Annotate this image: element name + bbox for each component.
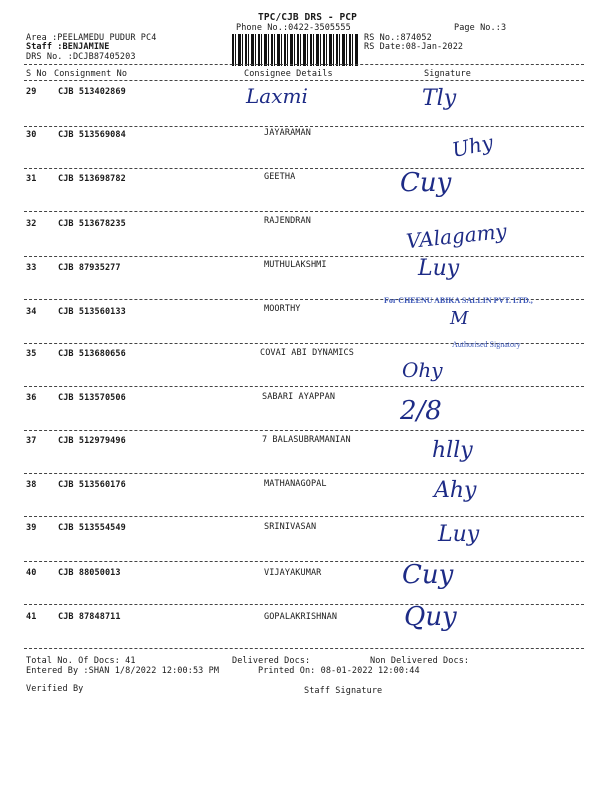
row-consignment: CJB 513402869 bbox=[58, 87, 126, 97]
row-consignment: CJB 513560133 bbox=[58, 307, 126, 317]
row-divider bbox=[24, 604, 584, 605]
stamp-authorised: Authorised Signatory bbox=[452, 340, 521, 349]
row-divider bbox=[24, 516, 584, 517]
rs-date: RS Date:08-Jan-2022 bbox=[364, 42, 464, 52]
row-divider bbox=[24, 430, 584, 431]
row-consignment: CJB 513569084 bbox=[58, 130, 126, 140]
row-consignment: CJB 513680656 bbox=[58, 349, 126, 359]
row-consignee: MOORTHY bbox=[264, 304, 301, 314]
signature-mark: 2/8 bbox=[400, 396, 442, 426]
row-consignee: GOPALAKRISHNAN bbox=[264, 612, 338, 622]
entered-by: Entered By :SHAN 1/8/2022 12:00:53 PM bbox=[26, 666, 220, 676]
signature-mark: Luy bbox=[438, 522, 480, 547]
phone-number: Phone No.:0422-3505555 bbox=[236, 23, 351, 33]
signature-mark: Ohy bbox=[402, 358, 443, 382]
non-delivered-docs: Non Delivered Docs: bbox=[370, 656, 470, 666]
row-consignee: MUTHULAKSHMI bbox=[264, 260, 327, 270]
row-consignee: MATHANAGOPAL bbox=[264, 479, 327, 489]
row-consignment: CJB 513554549 bbox=[58, 523, 126, 533]
row-sno: 33 bbox=[26, 263, 37, 273]
row-divider bbox=[24, 168, 584, 169]
row-consignee-handwritten: Laxmi bbox=[246, 84, 308, 108]
row-consignment: CJB 513698782 bbox=[58, 174, 126, 184]
row-sno: 41 bbox=[26, 612, 37, 622]
printed-on: Printed On: 08-01-2022 12:00:44 bbox=[258, 666, 420, 676]
signature-mark: Ahy bbox=[434, 478, 477, 503]
row-sno: 36 bbox=[26, 393, 37, 403]
row-divider bbox=[24, 473, 584, 474]
row-consignment: CJB 88050013 bbox=[58, 568, 121, 578]
row-divider bbox=[24, 386, 584, 387]
signature-mark: Cuy bbox=[400, 168, 452, 198]
signature-mark: Luy bbox=[418, 256, 460, 281]
col-header-sno: S No bbox=[26, 69, 47, 79]
row-sno: 35 bbox=[26, 349, 37, 359]
row-consignment: CJB 513678235 bbox=[58, 219, 126, 229]
col-header-consignee: Consignee Details bbox=[244, 69, 333, 79]
col-header-consignment: Consignment No bbox=[54, 69, 128, 79]
row-consignment: CJB 512979496 bbox=[58, 436, 126, 446]
header-divider-top bbox=[24, 64, 584, 65]
row-sno: 40 bbox=[26, 568, 37, 578]
verified-by: Verified By bbox=[26, 684, 84, 694]
row-consignee: VIJAYAKUMAR bbox=[264, 568, 322, 578]
row-consignment: CJB 513570506 bbox=[58, 393, 126, 403]
row-consignee: RAJENDRAN bbox=[264, 216, 311, 226]
col-header-signature: Signature bbox=[424, 69, 471, 79]
row-sno: 38 bbox=[26, 480, 37, 490]
row-consignment: CJB 87848711 bbox=[58, 612, 121, 622]
drs-number: DRS No. :DCJB87405203 bbox=[26, 52, 136, 62]
row-sno: 39 bbox=[26, 523, 37, 533]
row-consignee: JAYARAMAN bbox=[264, 128, 311, 138]
rs-number: RS No.:874052 bbox=[364, 33, 432, 43]
area-label: Area :PEELAMEDU PUDUR PC4 bbox=[26, 33, 157, 43]
row-consignee: COVAI ABI DYNAMICS bbox=[260, 348, 354, 358]
row-divider bbox=[24, 256, 584, 257]
row-sno: 30 bbox=[26, 130, 37, 140]
delivered-docs: Delivered Docs: bbox=[232, 656, 311, 666]
row-consignee: 7 BALASUBRAMANIAN bbox=[262, 435, 351, 445]
staff-signature: Staff Signature bbox=[304, 686, 383, 696]
signature-mark: Cuy bbox=[402, 560, 454, 590]
row-divider bbox=[24, 211, 584, 212]
barcode-image bbox=[232, 34, 358, 66]
row-sno: 29 bbox=[26, 87, 37, 97]
row-consignment: CJB 513560176 bbox=[58, 480, 126, 490]
total-docs: Total No. Of Docs: 41 bbox=[26, 656, 136, 666]
signature-mark: Uhy bbox=[449, 129, 496, 163]
footer-divider bbox=[24, 648, 584, 649]
row-sno: 32 bbox=[26, 219, 37, 229]
row-divider bbox=[24, 561, 584, 562]
signature-mark: VAlagamy bbox=[405, 218, 508, 254]
staff-label: Staff :BENJAMINE bbox=[26, 42, 110, 52]
report-title: TPC/CJB DRS - PCP bbox=[258, 12, 357, 23]
signature-mark: M bbox=[450, 308, 469, 329]
signature-mark: Quy bbox=[404, 602, 457, 632]
header-divider-bottom bbox=[24, 80, 584, 81]
row-divider bbox=[24, 126, 584, 127]
page-number: Page No.:3 bbox=[454, 23, 507, 33]
row-sno: 34 bbox=[26, 307, 37, 317]
row-consignee: GEETHA bbox=[264, 172, 296, 182]
signature-mark: Tly bbox=[422, 86, 457, 111]
row-sno: 37 bbox=[26, 436, 37, 446]
row-consignment: CJB 87935277 bbox=[58, 263, 121, 273]
company-stamp: For CHEENU ABIKA SALLIN PVT. LTD., bbox=[384, 296, 533, 305]
row-consignee: SABARI AYAPPAN bbox=[262, 392, 336, 402]
row-sno: 31 bbox=[26, 174, 37, 184]
signature-mark: hlly bbox=[432, 438, 473, 463]
row-consignee: SRINIVASAN bbox=[264, 522, 317, 532]
